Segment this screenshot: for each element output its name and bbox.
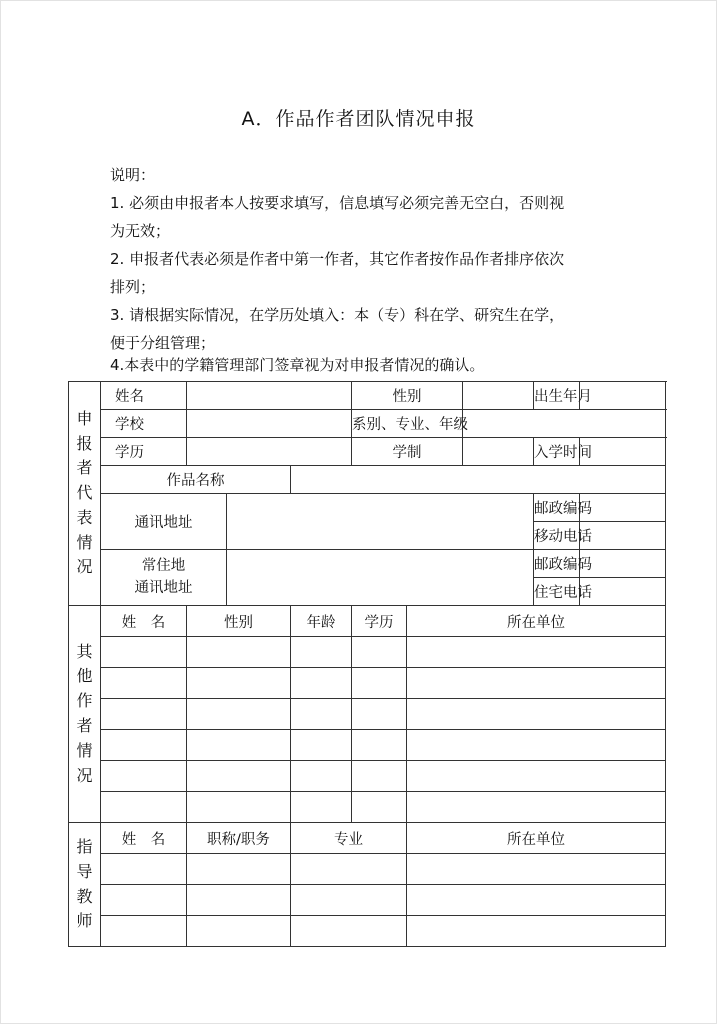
advisor-unit-cell[interactable]: [407, 916, 666, 947]
others-unit-cell[interactable]: [407, 637, 666, 668]
home-phone-field[interactable]: [580, 578, 666, 606]
advisor-name-cell[interactable]: [101, 854, 187, 885]
education-field[interactable]: [187, 438, 352, 466]
advisor-title-cell[interactable]: [187, 916, 291, 947]
advisor-title-cell[interactable]: [187, 885, 291, 916]
advisor-unit-cell[interactable]: [407, 885, 666, 916]
postcode-field[interactable]: [580, 494, 666, 522]
dept-field[interactable]: [463, 410, 666, 438]
others-age-cell[interactable]: [291, 792, 352, 823]
others-name-cell[interactable]: [101, 730, 187, 761]
permanent-address-line1: 常住地: [141, 558, 186, 575]
table-row: [69, 854, 666, 885]
postcode-label: 邮政编码: [534, 494, 580, 522]
table-row: [69, 699, 666, 730]
others-name-cell[interactable]: [101, 668, 187, 699]
others-gender-cell[interactable]: [187, 792, 291, 823]
school-field[interactable]: [187, 410, 352, 438]
table-row: [69, 637, 666, 668]
others-education-cell[interactable]: [352, 792, 407, 823]
others-unit-cell[interactable]: [407, 668, 666, 699]
table-row: [69, 792, 666, 823]
work-title-label: 作品名称: [101, 466, 291, 494]
others-name-cell[interactable]: [101, 792, 187, 823]
others-education-cell[interactable]: [352, 730, 407, 761]
others-header-age: 年龄: [291, 606, 352, 637]
table-row: [69, 761, 666, 792]
others-unit-cell[interactable]: [407, 792, 666, 823]
others-age-cell[interactable]: [291, 730, 352, 761]
others-name-cell[interactable]: [101, 699, 187, 730]
dept-label: 系别、专业、年级: [352, 410, 463, 438]
name-field[interactable]: [187, 382, 352, 410]
home-phone-label: 住宅电话: [534, 578, 580, 606]
permanent-address-field[interactable]: [227, 550, 534, 606]
others-unit-cell[interactable]: [407, 699, 666, 730]
address-label: 通讯地址: [101, 494, 227, 550]
table-row: [69, 668, 666, 699]
others-header-gender: 性别: [187, 606, 291, 637]
others-gender-cell[interactable]: [187, 668, 291, 699]
birth-field[interactable]: [580, 382, 666, 410]
mobile-field[interactable]: [580, 522, 666, 550]
postcode-label-2: 邮政编码: [534, 550, 580, 578]
instruction-line: 3. 请根据实际情况，在学历处填入：本（专）科在学、研究生在学，: [110, 306, 565, 324]
others-age-cell[interactable]: [291, 668, 352, 699]
work-title-field[interactable]: [291, 466, 666, 494]
address-field[interactable]: [227, 494, 534, 550]
advisors-header-unit: 所在单位: [407, 823, 666, 854]
mobile-label: 移动电话: [534, 522, 580, 550]
duration-field[interactable]: [463, 438, 534, 466]
duration-label: 学制: [352, 438, 463, 466]
instruction-line: 4.本表中的学籍管理部门签章视为对申报者情况的确认。: [110, 356, 485, 374]
instruction-line: 为无效；: [110, 222, 171, 240]
others-age-cell[interactable]: [291, 761, 352, 792]
others-header-name: 姓 名: [101, 606, 187, 637]
others-header-education: 学历: [352, 606, 407, 637]
birth-label: 出生年月: [534, 382, 580, 410]
gender-field[interactable]: [463, 382, 534, 410]
page-title: A．作品作者团队情况申报: [241, 108, 476, 130]
others-gender-cell[interactable]: [187, 730, 291, 761]
table-row: [69, 885, 666, 916]
others-education-cell[interactable]: [352, 668, 407, 699]
application-form-table: [68, 381, 666, 947]
others-gender-cell[interactable]: [187, 699, 291, 730]
school-label: 学校: [101, 410, 187, 438]
instruction-line: 1. 必须由申报者本人按要求填写，信息填写必须完善无空白，否则视: [110, 194, 565, 212]
advisors-header-title: 职称/职务: [187, 823, 291, 854]
advisor-major-cell[interactable]: [291, 916, 407, 947]
others-header-unit: 所在单位: [407, 606, 666, 637]
permanent-address-line2: 通讯地址: [134, 579, 193, 596]
others-name-cell[interactable]: [101, 761, 187, 792]
advisor-title-cell[interactable]: [187, 854, 291, 885]
enroll-label: 入学时间: [534, 438, 580, 466]
instruction-line: 排列；: [110, 278, 156, 296]
gender-label: 性别: [352, 382, 463, 410]
advisors-header-name: 姓 名: [101, 823, 187, 854]
enroll-field[interactable]: [580, 438, 666, 466]
others-education-cell[interactable]: [352, 761, 407, 792]
instruction-line: 2. 申报者代表必须是作者中第一作者，其它作者按作品作者排序依次: [110, 250, 565, 268]
advisors-header-major: 专业: [291, 823, 407, 854]
instruction-line: 便于分组管理；: [110, 334, 216, 352]
advisor-major-cell[interactable]: [291, 885, 407, 916]
instructions-heading: 说明：: [110, 166, 156, 184]
table-row: [69, 730, 666, 761]
advisors-section-label: 指导教师: [69, 823, 101, 947]
others-education-cell[interactable]: [352, 637, 407, 668]
advisor-unit-cell[interactable]: [407, 854, 666, 885]
advisor-name-cell[interactable]: [101, 885, 187, 916]
table-row: [69, 916, 666, 947]
education-label: 学历: [101, 438, 187, 466]
permanent-address-label: [101, 550, 227, 606]
others-gender-cell[interactable]: [187, 761, 291, 792]
name-label: 姓名: [101, 382, 187, 410]
others-education-cell[interactable]: [352, 699, 407, 730]
others-unit-cell[interactable]: [407, 761, 666, 792]
others-unit-cell[interactable]: [407, 730, 666, 761]
others-age-cell[interactable]: [291, 699, 352, 730]
others-name-cell[interactable]: [101, 637, 187, 668]
others-age-cell[interactable]: [291, 637, 352, 668]
applicant-section-label: 申报者代表情况: [69, 382, 101, 606]
advisor-name-cell[interactable]: [101, 916, 187, 947]
postcode-field-2[interactable]: [580, 550, 666, 578]
other-authors-section-label: 其他作者情况: [69, 606, 101, 823]
others-gender-cell[interactable]: [187, 637, 291, 668]
advisor-major-cell[interactable]: [291, 854, 407, 885]
